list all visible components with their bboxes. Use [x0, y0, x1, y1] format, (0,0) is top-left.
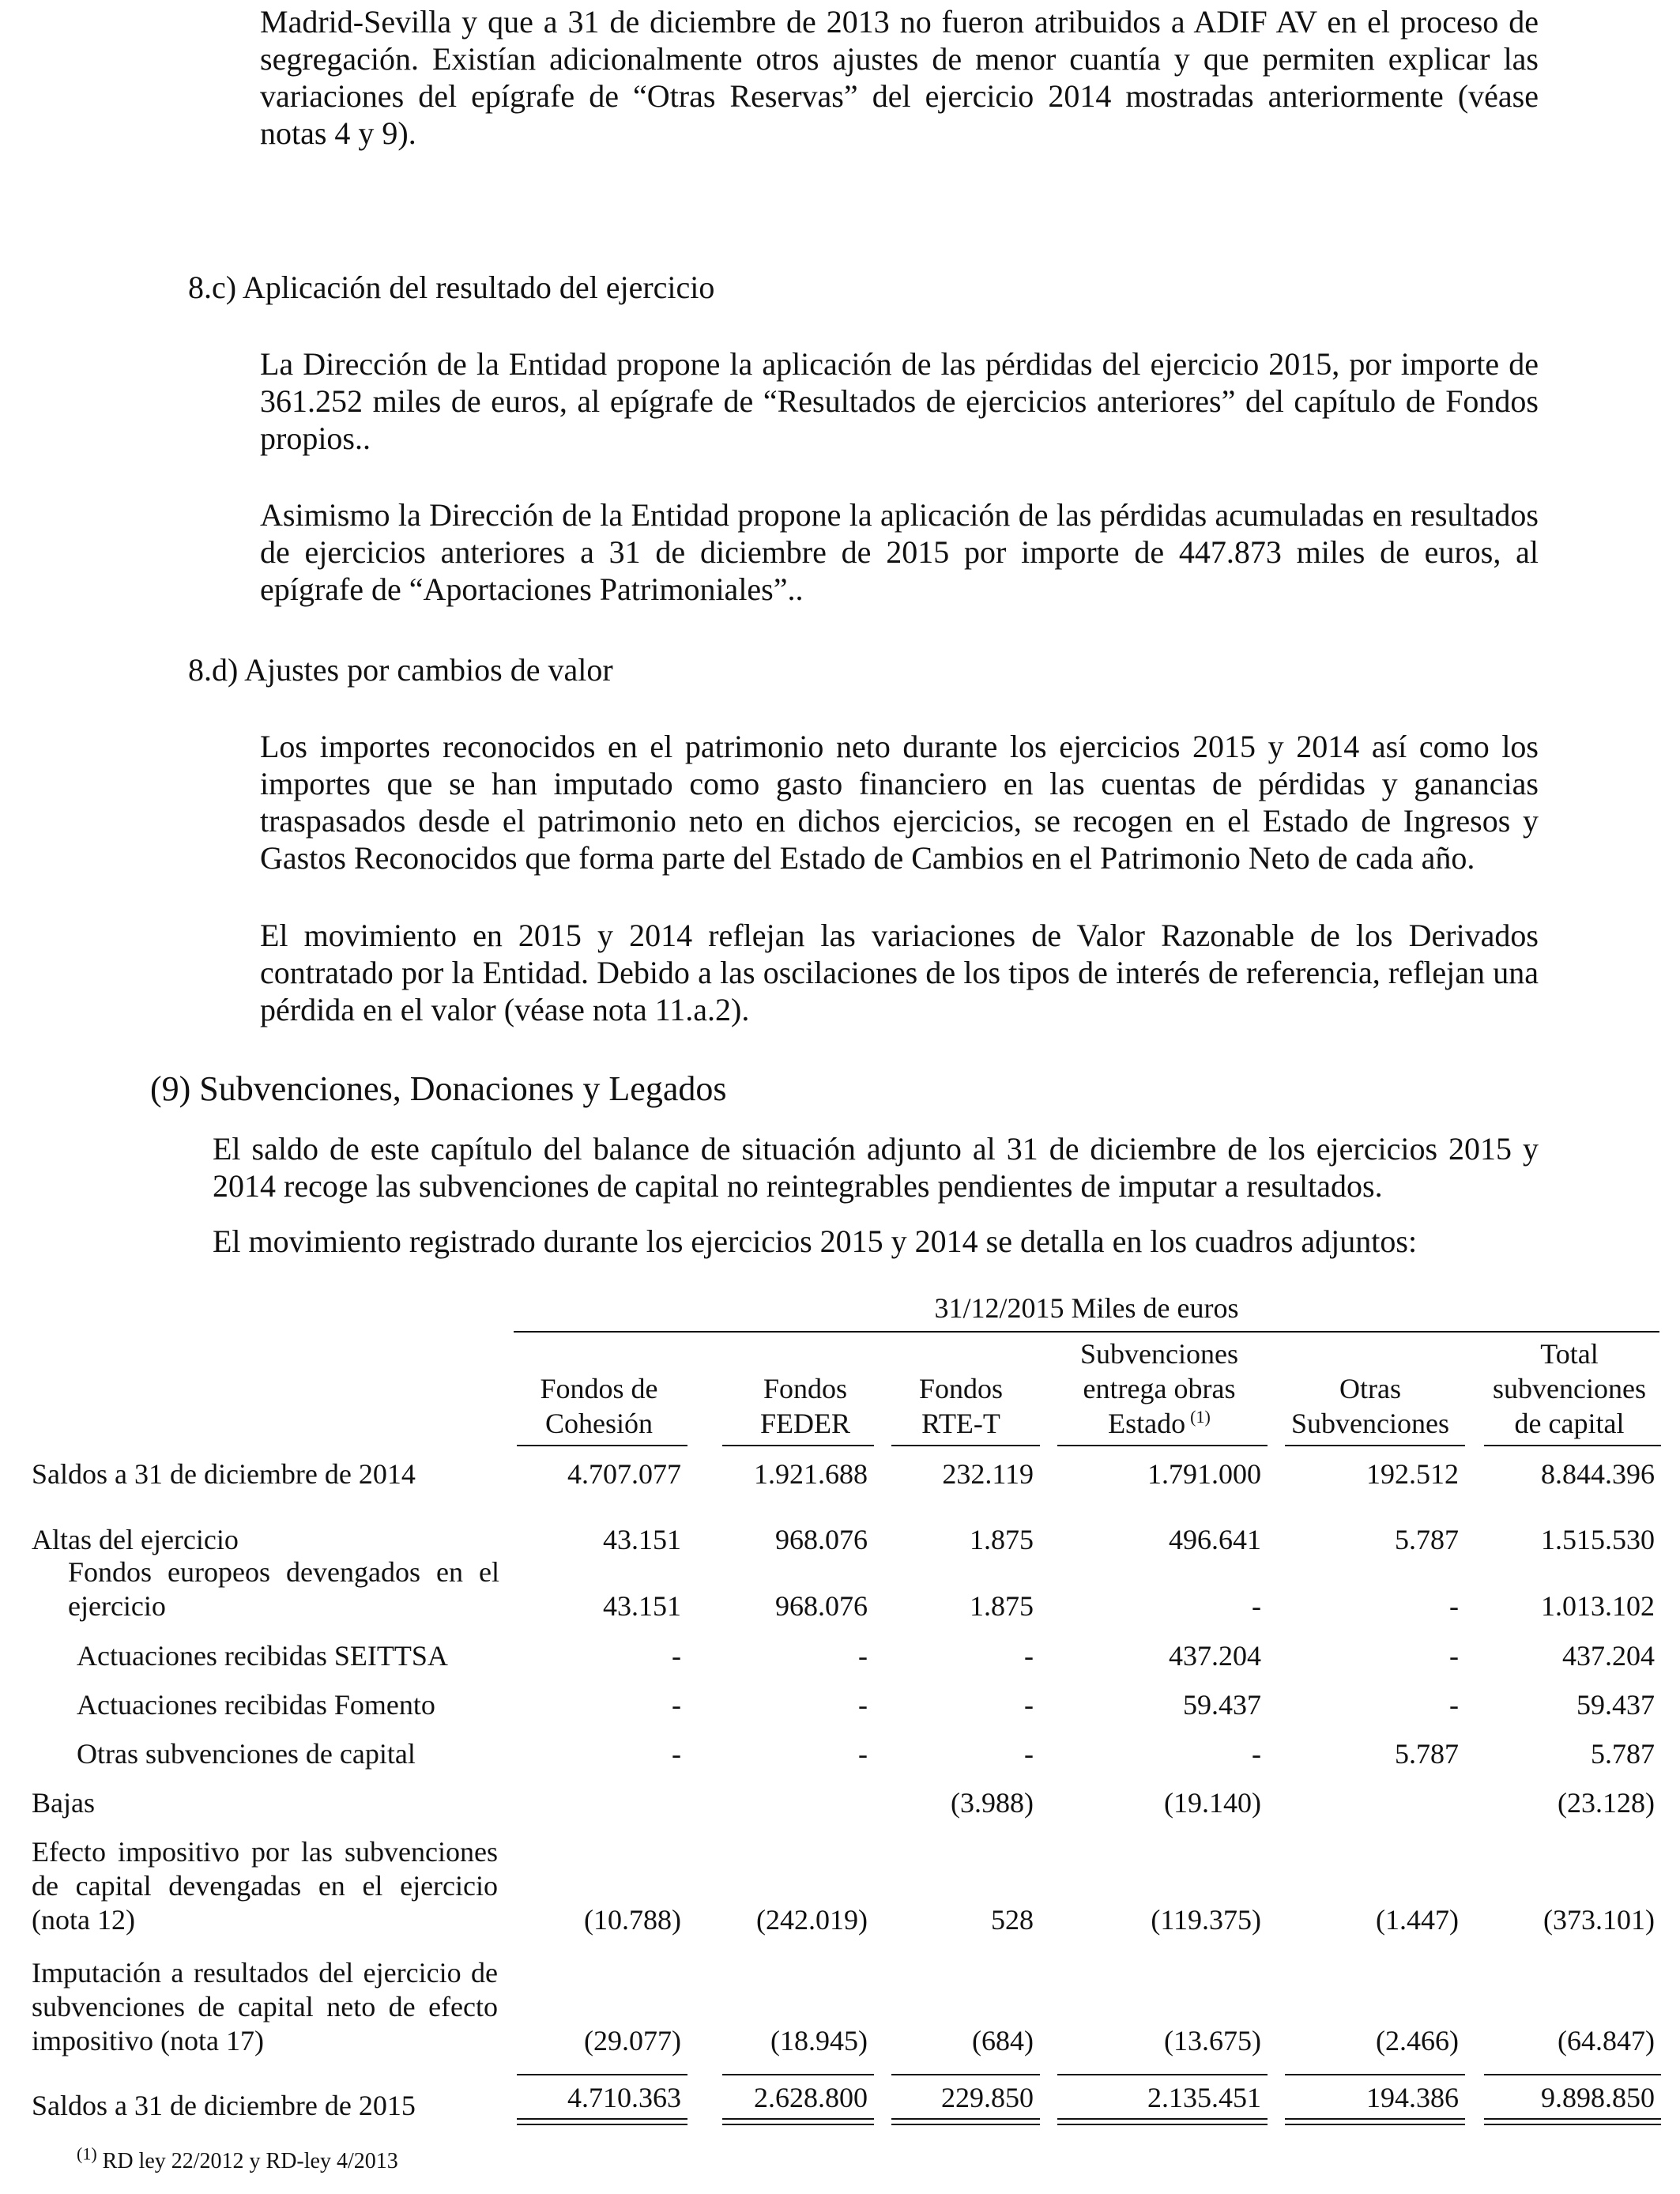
table-cell: (3.988) — [951, 1787, 1034, 1819]
table-cell: 9.898.850 — [1541, 2082, 1655, 2113]
subtotal-rule — [722, 2074, 874, 2075]
table-cell: 232.119 — [942, 1458, 1034, 1490]
column-header-1-line-2 — [473, 1372, 725, 1405]
subtotal-rule — [1285, 2074, 1465, 2075]
column-header-6-line-3 — [1443, 1407, 1680, 1440]
total-double-rule — [1057, 2118, 1268, 2125]
section-heading-8d: 8.d) Ajustes por cambios de valor — [188, 652, 613, 688]
column-header-text: FEDER — [759, 1408, 850, 1439]
table-cell: 4.710.363 — [567, 2082, 681, 2113]
total-double-rule — [891, 2118, 1040, 2125]
column-header-3-line-2 — [834, 1372, 1087, 1405]
total-double-rule — [517, 2118, 687, 2125]
subtotal-rule — [1057, 2074, 1268, 2075]
table-cell: 5.787 — [1395, 1738, 1459, 1770]
table-row-label: Actuaciones recibidas Fomento — [77, 1689, 435, 1721]
column-header-rule — [891, 1445, 1040, 1446]
table-cell: 4.707.077 — [567, 1458, 681, 1490]
column-header-rule — [1285, 1445, 1465, 1446]
paragraph-9-2: El movimiento registrado durante los ejercicios 2015 y 2014 se detalla en los cuadros adjuntos: — [213, 1223, 1418, 1259]
column-header-text: de capital — [1514, 1408, 1625, 1439]
column-header-rule — [517, 1445, 687, 1446]
table-cell: 2.135.451 — [1147, 2082, 1261, 2113]
column-header-2-line-2 — [679, 1372, 932, 1405]
column-header-rule — [1057, 1445, 1268, 1446]
table-cell: 59.437 — [1183, 1689, 1261, 1721]
table-cell: - — [1024, 1640, 1034, 1672]
column-header-4-line-1 — [1033, 1337, 1286, 1370]
table-row-label: Bajas — [32, 1787, 95, 1819]
section-heading-8c: 8.c) Aplicación del resultado del ejercicio — [188, 270, 715, 305]
table-cell: - — [1024, 1689, 1034, 1721]
table-cell: (2.466) — [1376, 2025, 1459, 2056]
column-header-text: entrega obras — [1083, 1373, 1236, 1404]
table-cell: 43.151 — [603, 1524, 681, 1555]
paragraph-9-1: El saldo de este capítulo del balance de situación adjunto al 31 de diciembre de los ejercicios 2015 y 2014 recoge las subvenciones de capital no reintegrables pendientes de imputar a resultados. — [213, 1131, 1539, 1204]
table-cell: (373.101) — [1543, 1904, 1655, 1936]
table-cell: - — [672, 1640, 681, 1672]
table-cell: 968.076 — [775, 1590, 868, 1622]
table-cell: 5.787 — [1395, 1524, 1459, 1555]
table-cell: (684) — [972, 2025, 1034, 2056]
column-header-text: Fondos — [763, 1373, 848, 1404]
paragraph-continuation: Madrid-Sevilla y que a 31 de diciembre de 2013 no fueron atribuidos a ADIF AV en el proceso de segregación. Existían adicionalmente otros ajustes de menor cuantía y que permiten explicar las variaciones del epígrafe de “Otras Reservas” del ejercicio 2014 mostradas anteriormente (véase notas 4 y 9). — [260, 4, 1539, 151]
table-row-label: Saldos a 31 de diciembre de 2015 — [32, 2090, 416, 2121]
table-cell: - — [672, 1689, 681, 1721]
table-cell: (29.077) — [584, 2025, 681, 2056]
table-caption: 31/12/2015 Miles de euros — [934, 1292, 1239, 1324]
column-header-rule — [1484, 1445, 1661, 1446]
table-cell: 496.641 — [1169, 1524, 1261, 1555]
table-cell: 59.437 — [1576, 1689, 1655, 1721]
table-cell: - — [672, 1738, 681, 1770]
table-cell: - — [1252, 1590, 1261, 1622]
table-cell: (10.788) — [584, 1904, 681, 1936]
caption-rule — [514, 1331, 1659, 1333]
column-header-footnote-mark: (1) — [1190, 1407, 1211, 1427]
table-cell: 968.076 — [775, 1524, 868, 1555]
table-cell: 437.204 — [1562, 1640, 1655, 1672]
total-double-rule — [1484, 2118, 1661, 2125]
table-cell: 8.844.396 — [1541, 1458, 1655, 1490]
column-header-text: Cohesión — [544, 1408, 653, 1439]
column-header-text: Total — [1540, 1338, 1599, 1370]
column-header-4-line-3 — [1033, 1407, 1286, 1440]
table-cell: - — [858, 1738, 868, 1770]
table-cell: 1.515.530 — [1541, 1524, 1655, 1555]
table-row-label: Altas del ejercicio — [32, 1524, 239, 1555]
column-header-3-line-3 — [834, 1407, 1087, 1440]
table-cell: (119.375) — [1151, 1904, 1261, 1936]
table-cell: 192.512 — [1366, 1458, 1459, 1490]
table-cell: 1.791.000 — [1147, 1458, 1261, 1490]
table-cell: 2.628.800 — [754, 2082, 868, 2113]
table-cell: (23.128) — [1558, 1787, 1655, 1819]
table-cell: 194.386 — [1366, 2082, 1459, 2113]
column-header-text: Subvenciones — [1080, 1338, 1238, 1370]
table-cell: 1.875 — [970, 1590, 1034, 1622]
column-header-5-line-3 — [1244, 1407, 1497, 1440]
table-cell: - — [858, 1640, 868, 1672]
table-row-label: Actuaciones recibidas SEITTSA — [77, 1640, 448, 1672]
table-cell: (64.847) — [1558, 2025, 1655, 2056]
column-header-2-line-3 — [679, 1407, 932, 1440]
total-double-rule — [722, 2118, 874, 2125]
table-row-label: Efecto impositivo por las subvenciones de capital devengadas en el ejercicio (nota 12) — [32, 1836, 498, 1936]
table-cell: 528 — [991, 1904, 1034, 1936]
section-heading-9: (9) Subvenciones, Donaciones y Legados — [150, 1069, 727, 1108]
column-header-4-line-2 — [1033, 1372, 1286, 1405]
table-cell: 43.151 — [603, 1590, 681, 1622]
table-cell: - — [1449, 1689, 1459, 1721]
table-cell: 1.013.102 — [1541, 1590, 1655, 1622]
table-cell: - — [1024, 1738, 1034, 1770]
column-header-5-line-2 — [1244, 1372, 1497, 1405]
table-footnote — [77, 2143, 398, 2175]
column-header-6-line-2 — [1443, 1372, 1680, 1405]
table-cell: 5.787 — [1591, 1738, 1655, 1770]
table-cell: - — [858, 1689, 868, 1721]
paragraph-8d-2: El movimiento en 2015 y 2014 reflejan las variaciones de Valor Razonable de los Derivados contratado por la Entidad. Debido a las oscilaciones de los tipos de interés de referencia, reflejan una pérdida en el valor (véase nota 11.a.2). — [260, 918, 1539, 1027]
table-row-label: Otras subvenciones de capital — [77, 1738, 416, 1770]
column-header-text: Fondos — [918, 1373, 1004, 1404]
paragraph-8c-1: La Dirección de la Entidad propone la aplicación de las pérdidas del ejercicio 2015, por importe de 361.252 miles de euros, al epígrafe de “Resultados de ejercicios anteriores” del capítulo de Fondos propios.. — [260, 346, 1539, 456]
table-cell: (19.140) — [1164, 1787, 1261, 1819]
paragraph-8d-1: Los importes reconocidos en el patrimonio neto durante los ejercicios 2015 y 2014 así como los importes que se han imputado como gasto financiero en las cuentas de pérdidas y ganancias traspasados desde el patrimonio neto en dichos ejercicios, se recogen en el Estado de Ingresos y Gastos Reconocidos que forma parte del Estado de Cambios en el Patrimonio Neto de cada año. — [260, 729, 1539, 876]
table-cell: (1.447) — [1376, 1904, 1459, 1936]
table-cell: 1.875 — [970, 1524, 1034, 1555]
paragraph-8c-2: Asimismo la Dirección de la Entidad propone la aplicación de las pérdidas acumuladas en resultados de ejercicios anteriores a 31 de diciembre de 2015 por importe de 447.873 miles de euros, al epígrafe de “Aportaciones Patrimoniales”.. — [260, 497, 1539, 607]
table-cell: (242.019) — [756, 1904, 868, 1936]
table-cell: 229.850 — [941, 2082, 1034, 2113]
column-header-text: RTE-T — [921, 1408, 1000, 1439]
column-header-1-line-3 — [473, 1407, 725, 1440]
total-double-rule — [1285, 2118, 1465, 2125]
table-cell: 437.204 — [1169, 1640, 1261, 1672]
column-header-text: Estado — [1108, 1408, 1186, 1439]
footnote-text: RD ley 22/2012 y RD-ley 4/2013 — [102, 2149, 398, 2173]
column-header-text: Fondos de — [540, 1373, 658, 1404]
table-row-label: Imputación a resultados del ejercicio de subvenciones de capital neto de efecto impositivo (nota 17) — [32, 1957, 498, 2056]
table-cell: 1.921.688 — [754, 1458, 868, 1490]
table-cell: (13.675) — [1164, 2025, 1261, 2056]
column-header-text: Subvenciones — [1291, 1408, 1449, 1439]
subtotal-rule — [517, 2074, 687, 2075]
table-cell: (18.945) — [770, 2025, 868, 2056]
subtotal-rule — [891, 2074, 1040, 2075]
column-header-6-line-1 — [1443, 1337, 1680, 1370]
table-row-label: Saldos a 31 de diciembre de 2014 — [32, 1458, 416, 1490]
table-cell: - — [1252, 1738, 1261, 1770]
column-header-text: Otras — [1339, 1373, 1401, 1404]
subtotal-rule — [1484, 2074, 1661, 2075]
footnote-mark: (1) — [77, 2143, 97, 2164]
column-header-rule — [722, 1445, 874, 1446]
table-cell: - — [1449, 1640, 1459, 1672]
table-cell: - — [1449, 1590, 1459, 1622]
table-row-label: Fondos europeos devengados en el ejercicio — [68, 1556, 499, 1622]
column-header-text: subvenciones — [1493, 1373, 1646, 1404]
